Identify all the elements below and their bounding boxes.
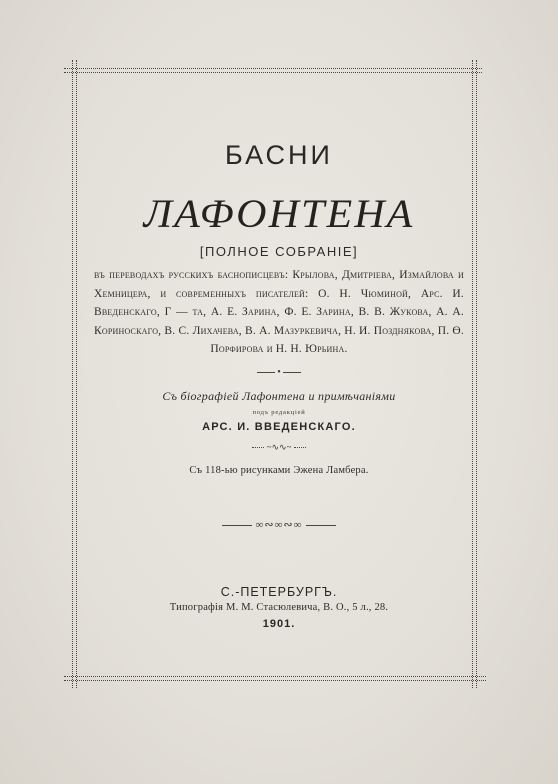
editor-prefix: подъ редакціей xyxy=(252,409,306,416)
rule-left xyxy=(257,372,275,373)
title-basni: БАСНИ xyxy=(225,140,333,170)
top-border-inner xyxy=(64,72,482,73)
ornament-divider-1 xyxy=(80,367,478,378)
translators-paragraph: въ переводахъ русскихъ баснописцевъ: Крылова, Дмитріева, Измайлова и Хемницера, и современныхъ писателей: О. Н. Чюминой, Арс. И. Введенскаго, Г — та, А. Е. Зарина, Ф. Е. Зарина, В. В. Жукова, А. А. Кориноскаго, В. С. Лихачева, В. А. Мазуркевича, Н. И. Позднякова, П. Ө. Порфирова и Н. Н. Юрьина. xyxy=(94,269,464,355)
rule-left xyxy=(222,525,252,526)
biography-line: Съ біографіей Лафонтена и примѣчаніями xyxy=(162,389,396,403)
left-border-outer xyxy=(72,60,73,688)
printer-line: Типографія М. М. Стасюлевича, В. О., 5 л., 28. xyxy=(169,602,389,613)
bottom-border-inner xyxy=(64,680,486,681)
publication-year: 1901. xyxy=(262,618,296,630)
subtitle-full-collection: [ПОЛНОЕ СОБРАНІЕ] xyxy=(199,244,359,259)
bottom-border-outer xyxy=(64,676,486,677)
illustrations-line: Съ 118-ью рисунками Эжена Ламбера. xyxy=(189,465,369,476)
rule-right xyxy=(294,447,306,448)
publication-city: С.-ПЕТЕРБУРГЪ. xyxy=(220,585,338,599)
editor-name: АРС. И. ВВЕДЕНСКАГО. xyxy=(202,421,356,433)
title-page-content xyxy=(80,78,478,670)
top-border-outer xyxy=(64,68,482,69)
ornament-squiggle: ~∿∿~ xyxy=(266,442,292,452)
ornament-divider-3 xyxy=(80,518,478,531)
ornament-dot: • xyxy=(277,367,281,378)
rule-right xyxy=(306,525,336,526)
left-border-inner xyxy=(76,60,77,688)
title-lafontena: ЛАФОНТЕНА xyxy=(143,191,415,236)
ornament-flourish: ∞∾∞∾∞ xyxy=(255,519,303,531)
rule-left xyxy=(252,447,264,448)
rule-right xyxy=(283,372,301,373)
ornament-divider-2 xyxy=(80,442,478,453)
